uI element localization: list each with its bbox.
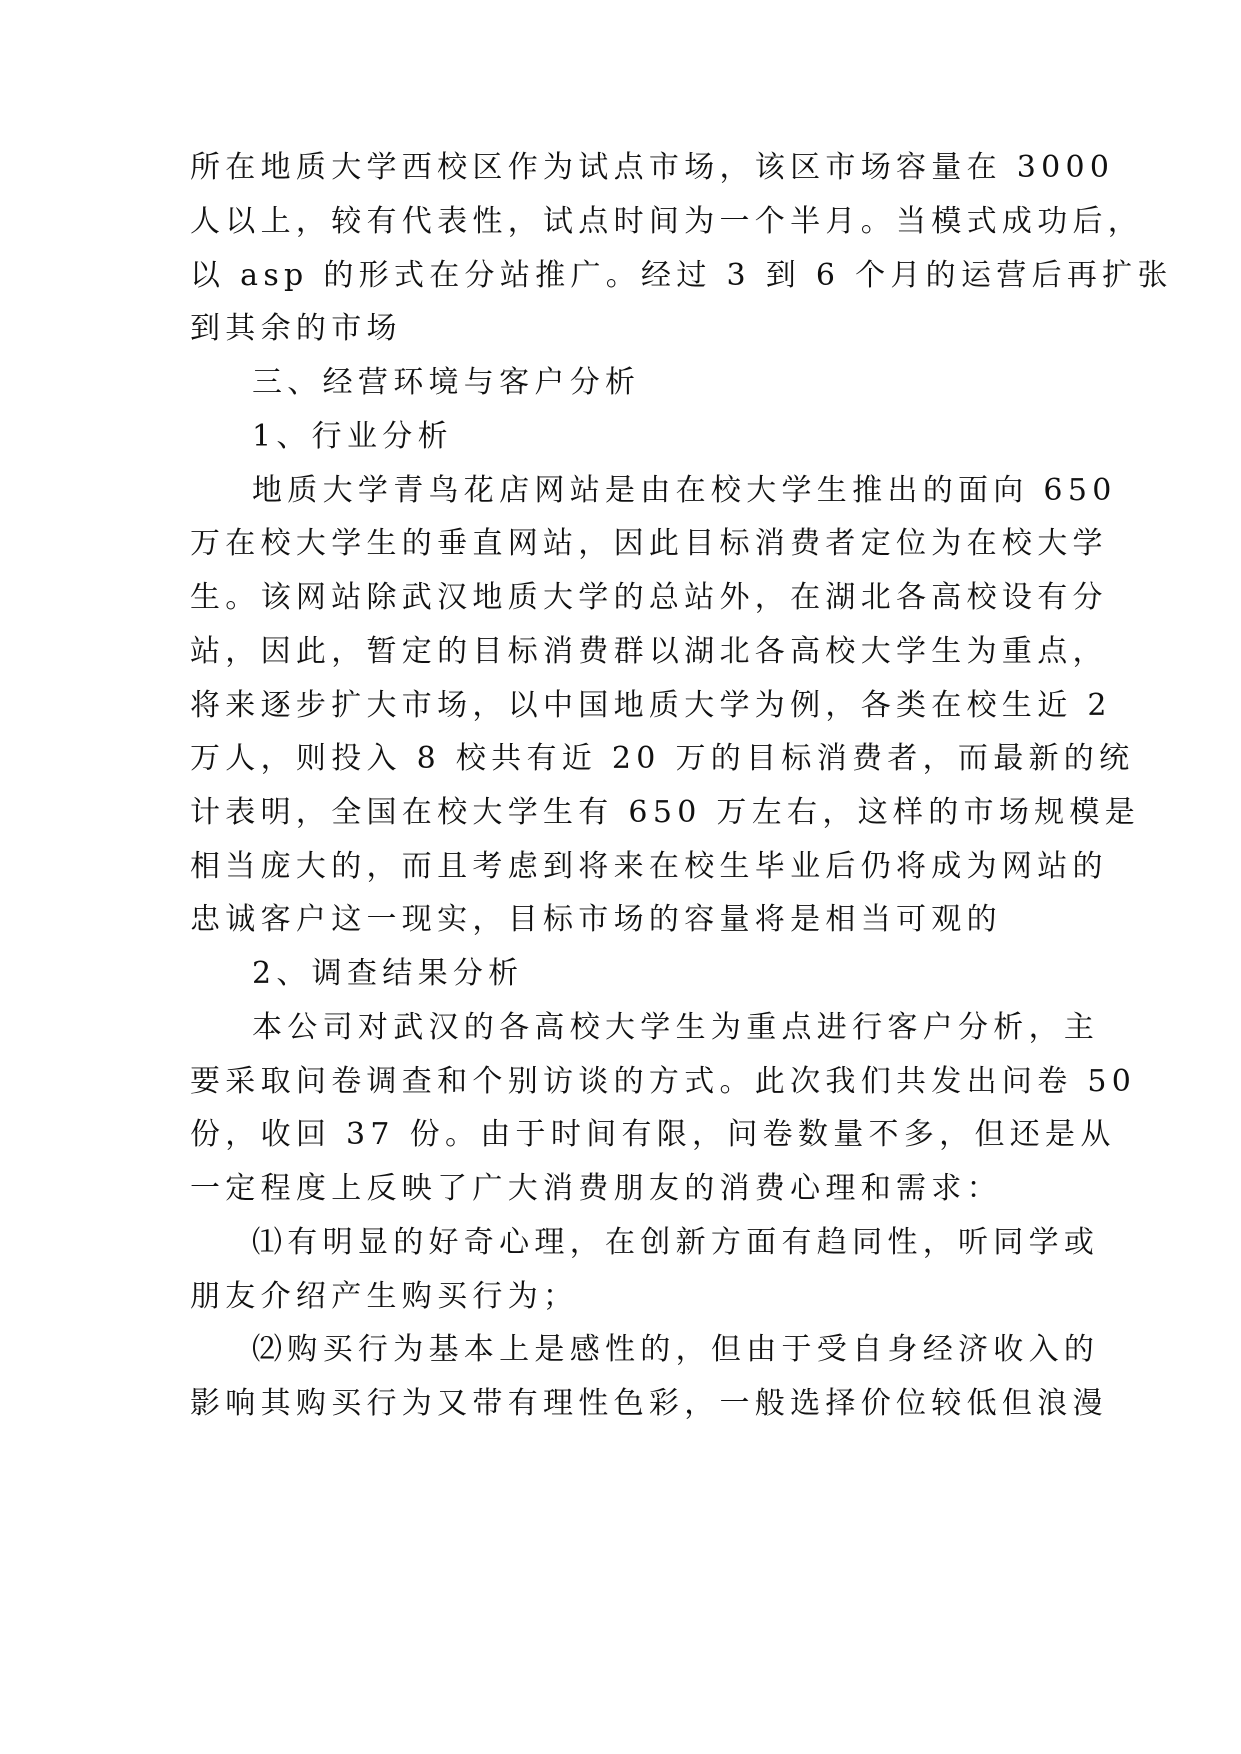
body-line: 人以上，较有代表性，试点时间为一个半月。当模式成功后， (190, 204, 1144, 239)
list-item: ⑴有明显的好奇心理，在创新方面有趋同性，听同学或 (252, 1225, 1100, 1260)
body-line: 所在地质大学西校区作为试点市场，该区市场容量在 3000 (190, 150, 1115, 185)
list-item-continuation: 影响其购买行为又带有理性色彩，一般选择价位较低但浪漫 (190, 1386, 1108, 1421)
body-line: 份，收回 37 份。由于时间有限，问卷数量不多，但还是从 (190, 1117, 1116, 1152)
body-line: 将来逐步扩大市场，以中国地质大学为例，各类在校生近 2 (190, 688, 1112, 723)
body-line: 要采取问卷调查和个别访谈的方式。此次我们共发出问卷 50 (190, 1064, 1137, 1099)
subsection-heading: 2、调查结果分析 (252, 956, 524, 991)
body-line: 地质大学青鸟花店网站是由在校大学生推出的面向 650 (252, 473, 1117, 508)
body-line: 忠诚客户这一现实，目标市场的容量将是相当可观的 (190, 902, 1002, 937)
body-line: 相当庞大的，而且考虑到将来在校生毕业后仍将成为网站的 (190, 849, 1108, 884)
body-line: 一定程度上反映了广大消费朋友的消费心理和需求： (190, 1171, 1002, 1206)
body-line: 站，因此，暂定的目标消费群以湖北各高校大学生为重点， (190, 634, 1108, 669)
body-line: 以 asp 的形式在分站推广。经过 3 到 6 个月的运营后再扩张 (190, 258, 1173, 293)
list-item-continuation: 朋友介绍产生购买行为； (190, 1279, 579, 1314)
body-line: 万人，则投入 8 校共有近 20 万的目标消费者，而最新的统 (190, 741, 1135, 776)
body-line: 到其余的市场 (190, 311, 402, 346)
body-line: 本公司对武汉的各高校大学生为重点进行客户分析，主 (252, 1010, 1100, 1045)
list-item: ⑵购买行为基本上是感性的，但由于受自身经济收入的 (252, 1332, 1100, 1367)
body-line: 万在校大学生的垂直网站，因此目标消费者定位为在校大学 (190, 526, 1108, 561)
subsection-heading: 1、行业分析 (252, 419, 453, 454)
section-heading: 三、经营环境与客户分析 (252, 365, 641, 400)
body-line: 生。该网站除武汉地质大学的总站外，在湖北各高校设有分 (190, 580, 1108, 615)
body-line: 计表明，全国在校大学生有 650 万左右，这样的市场规模是 (190, 795, 1141, 830)
